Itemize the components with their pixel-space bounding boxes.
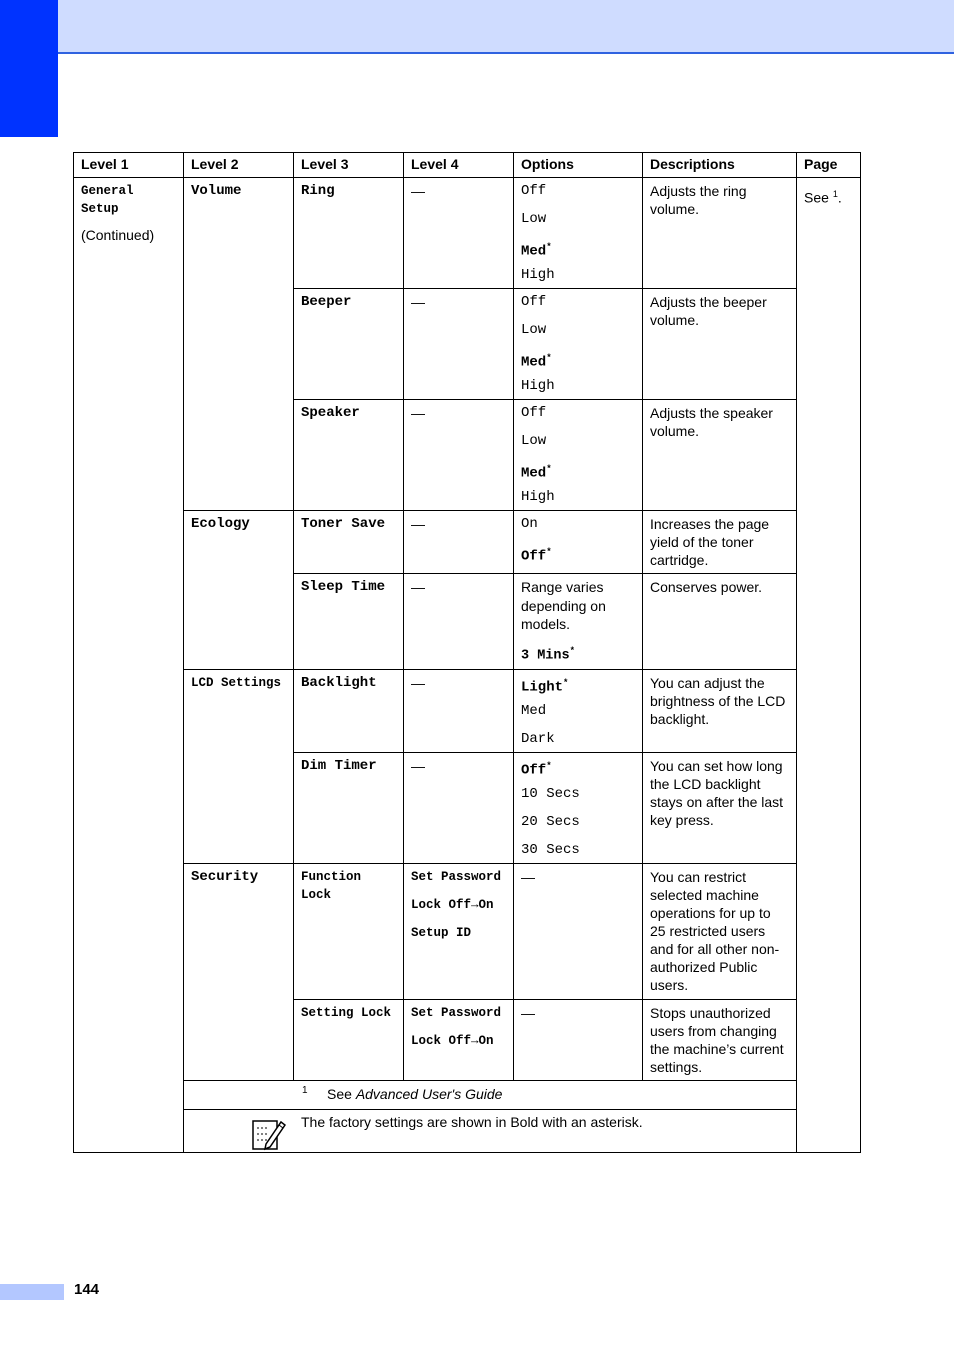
default-asterisk: * <box>563 678 569 688</box>
level3-beeper: Beeper <box>294 289 404 400</box>
header-level3: Level 3 <box>294 153 404 178</box>
table-row <box>74 511 861 574</box>
option-item: On <box>521 516 538 532</box>
footnote-cell <box>184 1081 861 1110</box>
level4-beeper: — <box>404 289 514 400</box>
option-item-default <box>521 349 635 377</box>
default-asterisk: * <box>569 645 576 656</box>
page-ref-sup: 1 <box>832 189 838 199</box>
level3-ring: Ring <box>294 178 404 289</box>
settings-table <box>73 152 861 1153</box>
option-default-label: 3 Mins <box>521 648 570 663</box>
header-descriptions: Descriptions <box>643 153 797 178</box>
options-toner-save <box>514 511 643 574</box>
footnote-prefix: See <box>327 1086 356 1102</box>
level4-speaker: — <box>404 400 514 511</box>
level4-backlight: — <box>404 670 514 753</box>
level4-toner-save: — <box>404 511 514 574</box>
footer-band <box>0 1284 64 1300</box>
level4-dim-timer: — <box>404 753 514 864</box>
level4-item: Lock Off→On <box>411 898 494 912</box>
level4-sleep-time: — <box>404 574 514 670</box>
level3-sleep-time: Sleep Time <box>294 574 404 670</box>
footnote-number: 1 <box>302 1085 308 1096</box>
option-default-label: Off <box>521 762 547 779</box>
options-speaker <box>514 400 643 511</box>
options-ring <box>514 178 643 289</box>
level4-item: Set Password <box>411 1006 502 1020</box>
options-backlight <box>514 670 643 753</box>
desc-speaker: Adjusts the speaker volume. <box>643 400 797 511</box>
option-item: 10 Secs <box>521 786 580 802</box>
level2-lcd-settings: LCD Settings <box>184 670 294 864</box>
desc-backlight: You can adjust the brightness of the LCD backlight. <box>643 670 797 753</box>
level4-ring: — <box>404 178 514 289</box>
option-item: High <box>521 267 555 283</box>
option-item: Off <box>521 294 547 310</box>
page-ref <box>804 185 853 207</box>
level3-dim-timer: Dim Timer <box>294 753 404 864</box>
level3-speaker: Speaker <box>294 400 404 511</box>
header-level4: Level 4 <box>404 153 514 178</box>
header-page: Page <box>797 153 861 178</box>
option-item: High <box>521 489 555 505</box>
level3-backlight: Backlight <box>294 670 404 753</box>
default-asterisk: * <box>546 464 552 474</box>
header-options: Options <box>514 153 643 178</box>
options-beeper <box>514 289 643 400</box>
option-default-label: Off <box>521 548 547 565</box>
page-ref-text: See <box>804 189 833 206</box>
level1-name: General Setup <box>81 184 134 216</box>
desc-function-lock: You can restrict selected machine operations for up to 25 restricted users and for all other non-authorized Public users. <box>643 864 797 1000</box>
options-setting-lock: — <box>514 1000 643 1081</box>
desc-sleep-time: Conserves power. <box>643 574 797 670</box>
header-level2: Level 2 <box>184 153 294 178</box>
table-header-row <box>74 153 861 178</box>
option-item-default <box>521 543 635 566</box>
option-item-default <box>521 238 635 266</box>
footnote-row <box>74 1081 861 1110</box>
footnote <box>191 1085 853 1103</box>
page-ref-period: . <box>837 189 842 206</box>
desc-beeper: Adjusts the beeper volume. <box>643 289 797 400</box>
level1-continued: (Continued) <box>81 227 155 243</box>
option-default-label: Med <box>521 354 547 371</box>
header-band <box>0 0 954 54</box>
option-item: Low <box>521 433 547 449</box>
page-cell <box>797 178 861 1153</box>
desc-dim-timer: You can set how long the LCD backlight stays on after the last key press. <box>643 753 797 864</box>
level2-ecology: Ecology <box>184 511 294 670</box>
level3-setting-lock: Setting Lock <box>294 1000 404 1081</box>
default-asterisk: * <box>546 353 552 363</box>
level2-security: Security <box>184 864 294 1081</box>
header-level1: Level 1 <box>74 153 184 178</box>
desc-setting-lock: Stops unauthorized users from changing the machine’s current settings. <box>643 1000 797 1081</box>
desc-toner-save: Increases the page yield of the toner cartridge. <box>643 511 797 574</box>
options-sleep-time <box>514 574 643 670</box>
option-item: Low <box>521 211 547 227</box>
default-asterisk: * <box>546 761 552 771</box>
table-row <box>74 178 861 289</box>
options-function-lock: — <box>514 864 643 1000</box>
chapter-tab <box>0 0 58 137</box>
desc-ring: Adjusts the ring volume. <box>643 178 797 289</box>
option-item-default <box>521 757 635 785</box>
option-item: Low <box>521 322 547 338</box>
option-item: 30 Secs <box>521 842 580 858</box>
level4-item: Lock Off→On <box>411 1034 494 1048</box>
level3-toner-save: Toner Save <box>294 511 404 574</box>
level4-setting-lock <box>404 1000 514 1081</box>
option-item: Off <box>521 183 547 199</box>
default-asterisk: * <box>546 547 552 557</box>
option-item-default <box>521 642 635 666</box>
note-text: The factory settings are shown in Bold with an asterisk. <box>301 1114 643 1130</box>
level3-function-lock: Function Lock <box>294 864 404 1000</box>
note-row <box>74 1110 861 1153</box>
level4-item: Setup ID <box>411 926 472 940</box>
level4-function-lock <box>404 864 514 1000</box>
level2-volume: Volume <box>184 178 294 511</box>
option-default-label: Light <box>521 679 564 696</box>
table-row <box>74 670 861 753</box>
option-default-label: Med <box>521 243 547 260</box>
option-item: Med <box>521 703 547 719</box>
option-range-text: Range varies depending on models. <box>521 579 606 632</box>
option-item-default <box>521 460 635 488</box>
option-default-label: Med <box>521 465 547 482</box>
level1-cell <box>74 178 184 1153</box>
option-item: Dark <box>521 731 555 747</box>
level4-item: Set Password <box>411 870 502 884</box>
footnote-guide-title: Advanced User's Guide <box>355 1086 503 1102</box>
options-dim-timer <box>514 753 643 864</box>
option-item: 20 Secs <box>521 814 580 830</box>
default-asterisk: * <box>546 242 552 252</box>
note-pencil-icon <box>250 1116 286 1156</box>
table-row <box>74 864 861 1000</box>
option-item: Off <box>521 405 547 421</box>
option-item: High <box>521 378 555 394</box>
option-item-default <box>521 674 635 702</box>
page-number: 144 <box>74 1281 100 1298</box>
note-cell <box>184 1110 861 1153</box>
